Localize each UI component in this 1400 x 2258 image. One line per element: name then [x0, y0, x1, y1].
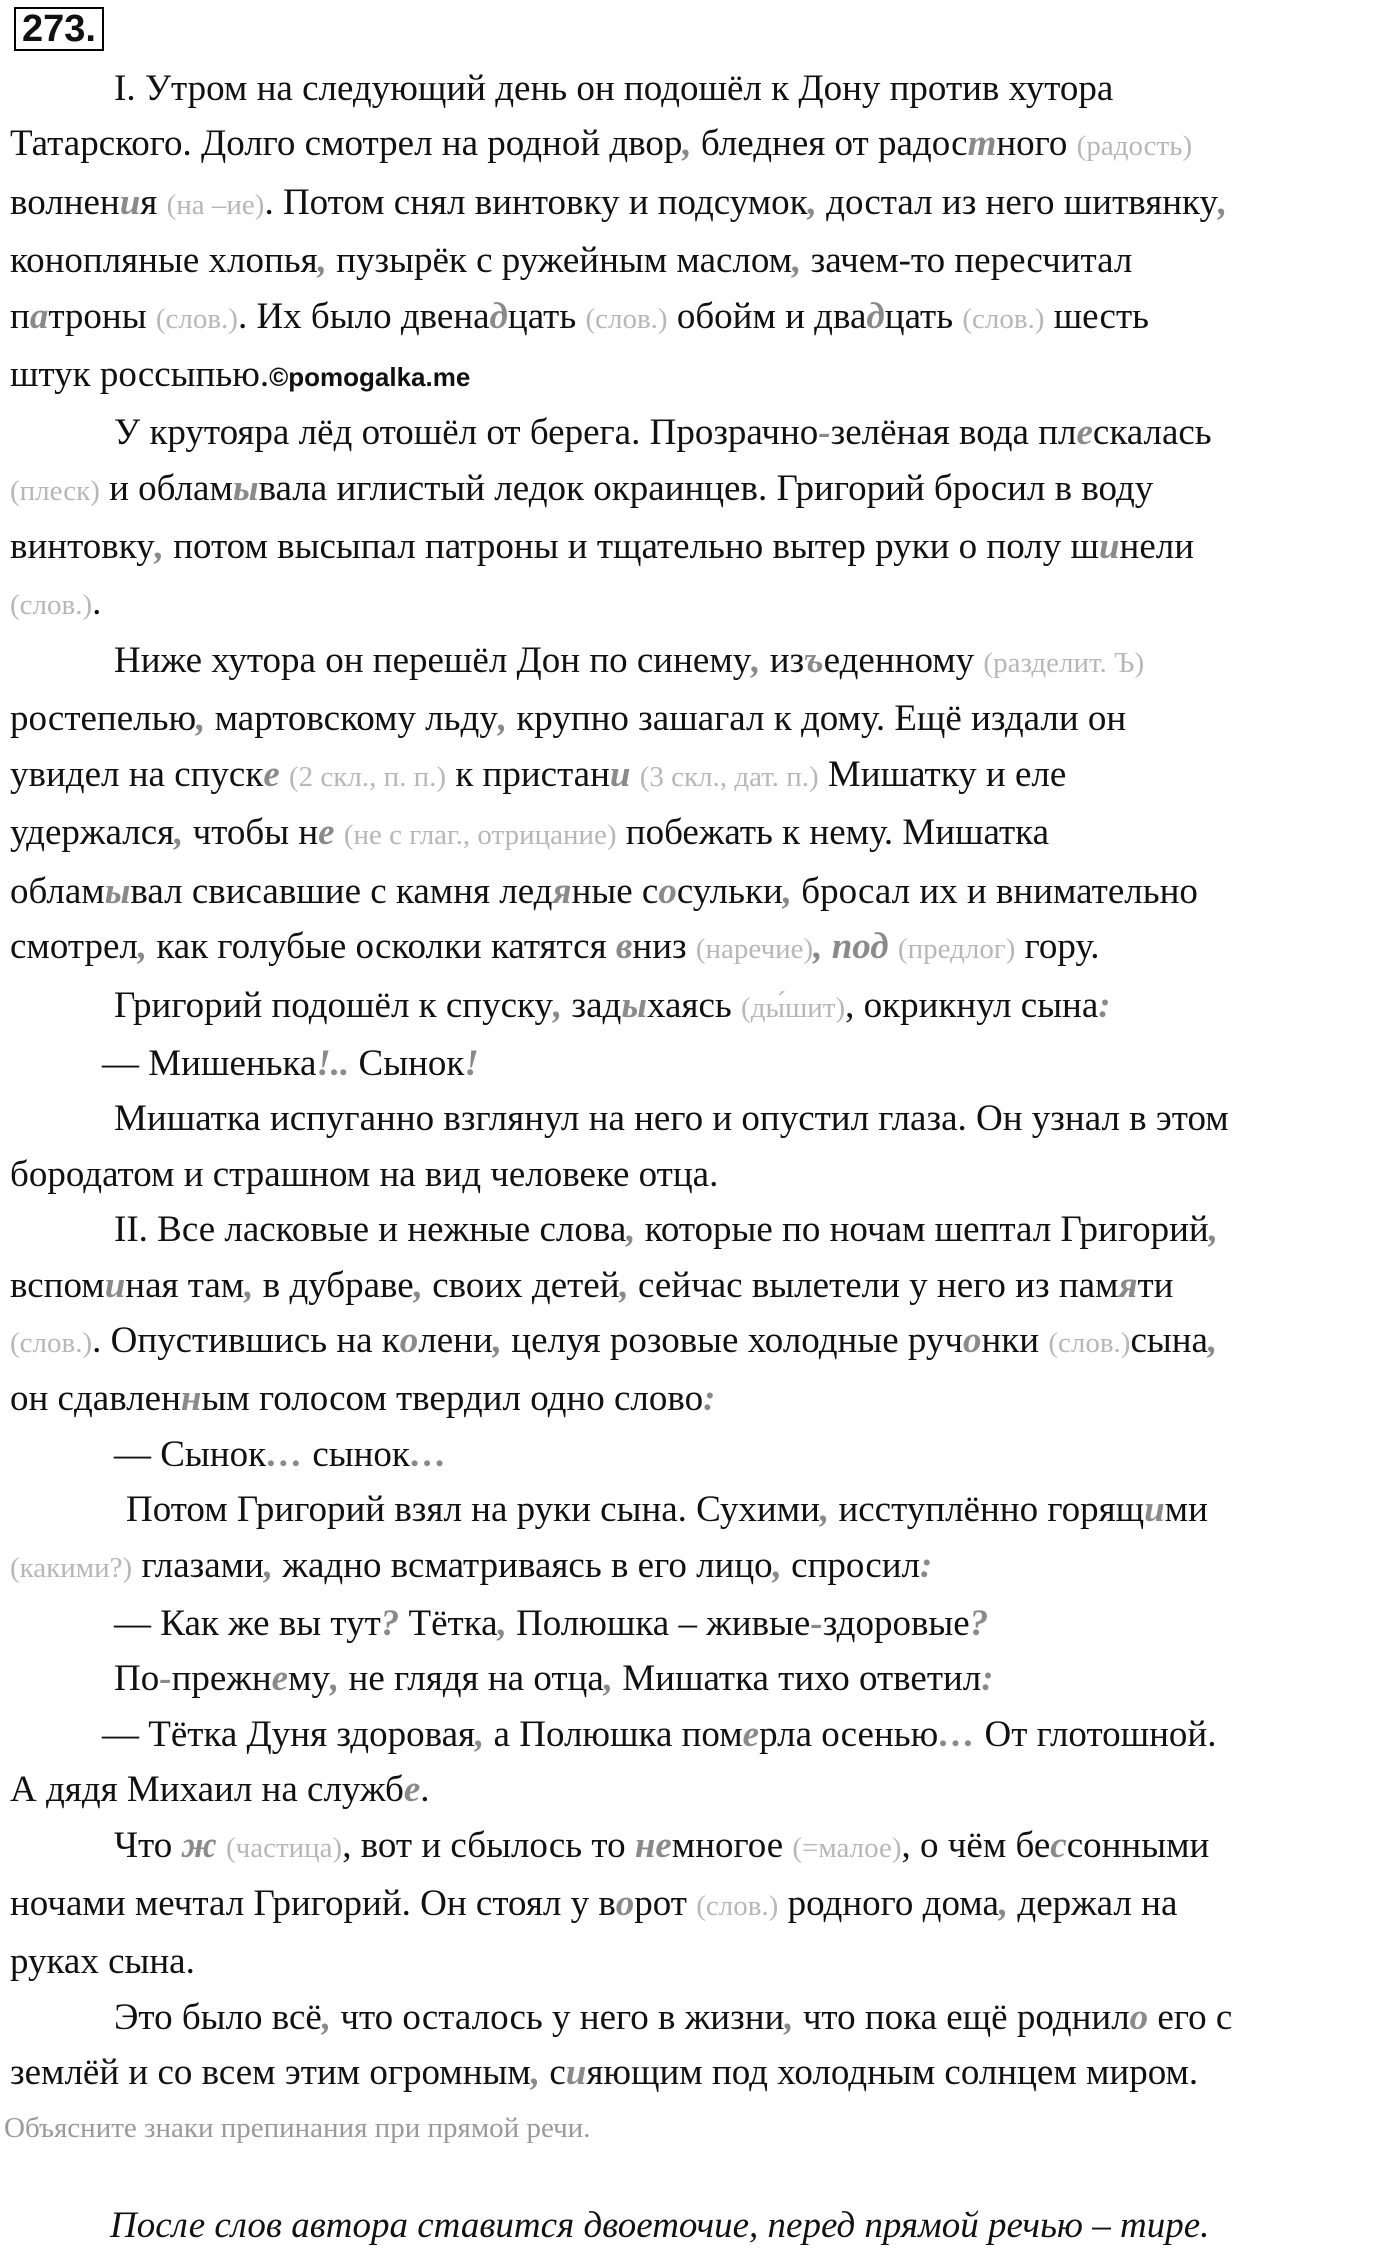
text-run: — Как же вы тут [114, 1602, 381, 1644]
highlighted-letter: , [782, 870, 793, 912]
highlighted-letter: , [626, 1209, 636, 1251]
text-line [10, 2045, 1396, 2100]
highlighted-letter: , под [813, 926, 889, 968]
text-line [10, 1371, 1396, 1426]
text-run: троны [48, 295, 156, 337]
text-run: сейчас вылетели у него из пам [628, 1264, 1119, 1306]
text-line [10, 1482, 1396, 1537]
highlighted-letter: , [792, 240, 802, 282]
text-run: ная там [125, 1264, 245, 1306]
highlighted-letter: , [619, 1264, 629, 1306]
highlighted-letter: я [552, 870, 572, 912]
highlighted-letter: … [409, 1433, 447, 1475]
highlighted-letter: ж [181, 1824, 217, 1866]
task-question: Объясните знаки препинания при прямой речи. [4, 2112, 591, 2144]
grammar-hint: (=малое) [792, 1831, 902, 1864]
text-run: потом высыпал патроны и тщательно вытер руки о полу ш [163, 526, 1099, 568]
text-run: спросил [781, 1544, 921, 1586]
highlighted-letter: в [615, 926, 633, 968]
highlighted-letter: , [174, 812, 184, 854]
highlighted-letter: е [403, 1769, 421, 1811]
grammar-hint: (на –ие) [166, 188, 265, 221]
grammar-hint: (радость) [1076, 130, 1193, 163]
highlighted-letter: : [981, 1658, 994, 1700]
text-line [10, 1818, 1396, 1876]
text-run: побежать к нему. Мишатка [616, 812, 1050, 854]
text-line [10, 61, 1396, 116]
text-run: Сынок [349, 1042, 465, 1084]
text-line [10, 864, 1396, 919]
grammar-hint: (частица) [225, 1831, 343, 1864]
text-line [10, 116, 1396, 174]
text-line [10, 1091, 1396, 1146]
text-run: вал свисавшие с камня лед [130, 870, 553, 912]
text-run [889, 926, 898, 967]
text-run: Тётка [399, 1602, 498, 1644]
text-run: рла осенью [759, 1713, 939, 1755]
text-line [10, 1934, 1396, 1989]
highlighted-letter: , [137, 926, 148, 968]
grammar-hint: (слов.) [585, 302, 668, 335]
highlighted-letter: н [180, 1378, 202, 1420]
text-run: и облам [99, 467, 233, 509]
text-line [10, 691, 1396, 746]
text-run: У крутояра лёд отошёл от берега. Прозрачно [114, 412, 819, 454]
highlighted-letter: , [196, 698, 206, 740]
highlighted-letter: о [615, 1883, 635, 1924]
text-run: которые по ночам шептал Григорий [635, 1209, 1209, 1251]
text-run: ростепелью [10, 698, 197, 740]
text-run [280, 754, 289, 795]
highlighted-letter: с [1050, 1824, 1067, 1866]
watermark: ©pomogalka.me [269, 362, 471, 393]
text-run: держал на [1008, 1883, 1178, 1924]
highlighted-letter: , [682, 123, 692, 165]
text-line [10, 978, 1396, 1036]
text-line [10, 175, 1396, 233]
text-run: гору. [1015, 926, 1100, 968]
highlighted-letter: т [967, 123, 997, 165]
text-run: нки [981, 1319, 1049, 1361]
highlighted-letter: ы [232, 467, 259, 509]
text-run: — Мишенька [102, 1042, 317, 1084]
highlighted-letter: , [317, 240, 327, 282]
text-run: крупно зашагал к дому. Ещё издали он [507, 698, 1127, 740]
text-run: вала иглистый ледок окраинцев. Григорий бросил в воду [258, 467, 1154, 509]
highlighted-letter: , [751, 640, 761, 682]
highlighted-letter: , [492, 1319, 503, 1361]
text-run: конопляные хлопья [10, 240, 318, 282]
exercise-text [10, 61, 1396, 2101]
text-run: , о чём бе [901, 1824, 1051, 1866]
text-run: цать [884, 295, 963, 337]
highlighted-letter: , [772, 1544, 782, 1586]
text-run: . [92, 581, 102, 623]
highlighted-letter: о [658, 870, 677, 912]
text-run: многое [671, 1824, 793, 1866]
text-line [10, 461, 1396, 519]
grammar-hint: (слов.) [696, 1890, 779, 1922]
exercise-number: 273. [14, 7, 104, 51]
text-run: обойм и два [667, 295, 867, 337]
text-run: чтобы н [183, 812, 319, 854]
highlighted-letter: я [1118, 1264, 1138, 1306]
text-run: волнен [10, 181, 120, 223]
highlighted-letter: д [866, 295, 885, 337]
highlighted-letter: , [497, 1602, 507, 1644]
text-run: жадно всматриваясь в его лицо [273, 1544, 773, 1586]
text-line [10, 1147, 1396, 1202]
text-line [10, 233, 1396, 288]
highlighted-letter: и [565, 2052, 587, 2094]
highlighted-letter: : [920, 1544, 933, 1586]
text-line [10, 1202, 1396, 1257]
text-run: бородатом и страшном на вид человеке отца. [10, 1153, 719, 1195]
text-run: хаясь [647, 984, 742, 1026]
highlighted-letter: !.. [316, 1042, 350, 1084]
text-run: исступлённо горящ [829, 1489, 1145, 1531]
highlighted-letter: е [263, 753, 280, 795]
highlighted-letter: о [399, 1319, 419, 1361]
text-run: к пристан [446, 753, 610, 795]
text-run: сына [1130, 1319, 1208, 1361]
highlighted-letter: , [552, 984, 563, 1026]
text-run: I. Утром на следующий день он подошёл к Дону против хутора [114, 68, 1114, 109]
text-run: с [540, 2052, 566, 2094]
text-run: сульки [676, 870, 783, 912]
text-run: бросал их и внимательно [792, 870, 1198, 912]
highlighted-letter: о [963, 1319, 982, 1361]
text-run: Мишатку и еле [818, 753, 1067, 795]
text-run: еденному [823, 640, 984, 682]
text-run: удержался [10, 812, 175, 854]
text-run: п [10, 295, 30, 337]
text-line [10, 1707, 1396, 1762]
highlighted-letter: ? [969, 1602, 989, 1644]
text-run: здоровые [822, 1602, 970, 1644]
highlighted-letter: , [154, 526, 164, 568]
text-run: — Тётка Дуня здоровая [102, 1713, 476, 1755]
grammar-hint: (слов.) [1048, 1326, 1131, 1359]
grammar-hint: (ды́шит) [741, 991, 846, 1024]
highlighted-letter: … [266, 1433, 304, 1475]
grammar-hint: (наречие) [695, 933, 814, 966]
text-run: руках сына. [10, 1941, 195, 1983]
task-answer: После слов автора ставится двоеточие, перед прямой речью – тире. [110, 2205, 1210, 2246]
text-run: ми [1164, 1489, 1208, 1531]
highlighted-letter: , [1218, 181, 1228, 223]
text-run: ти [1137, 1264, 1174, 1306]
text-run: сынок [303, 1433, 410, 1475]
highlighted-letter: - [818, 412, 831, 454]
text-run: . Потом снял винтовку и подсумок [264, 181, 808, 223]
text-line [10, 575, 1396, 633]
highlighted-letter: и [119, 181, 141, 223]
highlighted-letter: , [1207, 1319, 1218, 1361]
highlighted-letter: , [321, 1996, 332, 2038]
text-run: своих детей [422, 1264, 620, 1306]
text-run: прежн [171, 1658, 272, 1700]
highlighted-letter: … [938, 1713, 976, 1755]
grammar-hint: (предлог) [897, 933, 1016, 966]
text-line [10, 1258, 1396, 1313]
text-run: зад [562, 984, 622, 1026]
text-line [10, 1651, 1396, 1706]
text-run: увидел на спуск [10, 753, 264, 795]
highlighted-letter: ! [464, 1042, 479, 1084]
text-run: бледнея от радос [691, 123, 968, 165]
highlighted-letter: а [29, 295, 49, 337]
grammar-hint: (3 скл., дат. п.) [639, 760, 819, 793]
highlighted-letter: , [263, 1544, 274, 1586]
text-line [10, 1538, 1396, 1596]
text-line [10, 1596, 1396, 1651]
text-line [10, 1876, 1396, 1934]
text-line [10, 1036, 1396, 1091]
text-line [10, 919, 1396, 977]
text-run: Григорий подошёл к спуску [114, 984, 553, 1026]
highlighted-letter: , [807, 181, 817, 223]
text-run: не глядя на отца [339, 1658, 604, 1700]
highlighted-letter: и [104, 1264, 126, 1306]
text-run: нели [1119, 526, 1195, 568]
grammar-hint: (слов.) [962, 302, 1045, 335]
text-run: он сдавлен [10, 1378, 181, 1420]
highlighted-letter: - [159, 1658, 172, 1700]
text-run [335, 812, 344, 853]
text-run: По [114, 1658, 160, 1700]
text-line [10, 805, 1396, 863]
highlighted-letter: е [742, 1713, 760, 1755]
text-run: лени [418, 1319, 493, 1361]
text-run: ым голосом твердил одно слово [201, 1378, 704, 1420]
highlighted-letter: о [1129, 1996, 1149, 2038]
highlighted-letter: , [413, 1264, 423, 1306]
text-run: пузырёк с ружейным маслом [326, 240, 793, 282]
grammar-hint: (слов.) [10, 1326, 93, 1359]
text-run: что пока ещё роднил [793, 1996, 1130, 2038]
text-run: шесть [1044, 295, 1149, 337]
text-run: — Сынок [114, 1433, 267, 1475]
highlighted-letter: , [819, 1489, 830, 1531]
text-run: Полюшка – живые [506, 1602, 811, 1644]
text-run: А дядя Михаил на служб [10, 1769, 404, 1811]
text-run: его с [1148, 1996, 1233, 2038]
text-run: ного [996, 123, 1077, 165]
text-run: из [760, 640, 805, 682]
grammar-hint: (2 скл., п. п.) [289, 760, 447, 793]
text-run: целуя розовые холодные руч [502, 1319, 963, 1361]
text-line [10, 1990, 1396, 2045]
text-run: скалась [1092, 412, 1212, 454]
text-run: зелёная вода пл [830, 412, 1077, 454]
text-line [10, 347, 1396, 405]
highlighted-letter: , [530, 2052, 541, 2094]
text-run: Это было всё [114, 1996, 322, 2038]
highlighted-letter: , [244, 1264, 254, 1306]
text-run: в дубраве [253, 1264, 414, 1306]
text-run: Мишатка испуганно взглянул на него и опустил глаза. Он узнал в этом [114, 1098, 1229, 1140]
text-run: родного дома [778, 1883, 999, 1924]
highlighted-letter: е [1076, 412, 1093, 454]
text-run: мартовскому льду [205, 698, 498, 740]
text-run: смотрел [10, 926, 138, 968]
text-run: что осталось у него в жизни [331, 1996, 785, 2038]
highlighted-letter: , [330, 1658, 340, 1700]
text-run: II. Все ласковые и нежные слова [114, 1209, 627, 1251]
text-run: сонными [1066, 1824, 1210, 1866]
text-run: облам [10, 870, 105, 912]
text-run: низ [632, 926, 696, 968]
grammar-hint: (плеск) [10, 474, 100, 507]
highlighted-letter: и [1098, 526, 1120, 568]
text-run: . Опустившись на к [92, 1319, 400, 1361]
grammar-hint: (разделит. Ъ) [983, 647, 1145, 680]
highlighted-letter: ы [621, 984, 648, 1026]
highlighted-letter: не [634, 1824, 672, 1866]
grammar-hint: (слов.) [10, 588, 93, 621]
highlighted-letter: ? [380, 1602, 400, 1644]
highlighted-letter: и [1144, 1489, 1165, 1531]
text-run: му [288, 1658, 331, 1700]
highlighted-letter: , [998, 1883, 1009, 1924]
highlighted-letter: , [784, 1996, 794, 2038]
highlighted-letter: д [489, 295, 508, 337]
highlighted-letter: , [1208, 1209, 1218, 1251]
highlighted-letter: ы [104, 870, 131, 912]
text-run: ночами мечтал Григорий. Он стоял у в [10, 1883, 616, 1924]
text-run: . [420, 1769, 430, 1811]
text-run: , вот и сбылось то [342, 1824, 635, 1866]
text-run: вспом [10, 1264, 105, 1306]
text-line [10, 747, 1396, 805]
highlighted-letter: е [271, 1658, 289, 1700]
text-run: . Их было двена [237, 295, 490, 337]
highlighted-letter: : [1098, 984, 1111, 1026]
text-line [10, 1313, 1396, 1371]
text-run [631, 754, 640, 795]
highlighted-letter: , [603, 1658, 613, 1700]
text-run: , окрикнул сына [845, 984, 1099, 1026]
text-run: Потом Григорий взял на руки сына. Сухими [126, 1489, 820, 1531]
highlighted-letter: е [318, 812, 335, 854]
text-run: ные с [571, 870, 659, 912]
text-line [10, 1762, 1396, 1817]
text-run: глазами [132, 1544, 264, 1586]
text-line [10, 289, 1396, 347]
text-run: зачем-то пересчитал [801, 240, 1133, 282]
grammar-hint: (не с глаг., отрицание) [343, 819, 617, 852]
text-run: я [140, 181, 167, 223]
grammar-hint: (какими?) [10, 1551, 133, 1584]
text-run: Мишатка тихо ответил [613, 1658, 982, 1700]
highlighted-letter: , [497, 698, 508, 740]
text-run: винтовку [10, 526, 155, 568]
text-run: землёй и со всем этим огромным [10, 2052, 531, 2094]
highlighted-letter: и [609, 753, 631, 795]
text-run: штук россыпью. [10, 354, 270, 396]
text-run: Что [114, 1824, 182, 1866]
grammar-hint: (слов.) [155, 302, 238, 335]
highlighted-letter: , [475, 1713, 485, 1755]
highlighted-letter: ъ [804, 640, 824, 682]
text-line [10, 1427, 1396, 1482]
text-run: яющим под холодным солнцем миром. [586, 2052, 1199, 2094]
text-run: как голубые осколки катятся [147, 926, 616, 968]
text-run: Ниже хутора он перешёл Дон по синему [114, 640, 752, 682]
text-run: достал из него шитвянку [816, 181, 1219, 223]
highlighted-letter: : [703, 1378, 716, 1420]
text-run: рот [634, 1883, 697, 1924]
text-run: а Полюшка пом [484, 1713, 743, 1755]
text-run: От глотошной. [975, 1713, 1217, 1755]
text-run [217, 1825, 226, 1866]
text-line [10, 633, 1396, 691]
text-run: цать [507, 295, 586, 337]
highlighted-letter: - [810, 1602, 823, 1644]
text-line [10, 405, 1396, 460]
text-line [10, 519, 1396, 574]
text-run: Татарского. Долго смотрел на родной двор [10, 123, 683, 165]
